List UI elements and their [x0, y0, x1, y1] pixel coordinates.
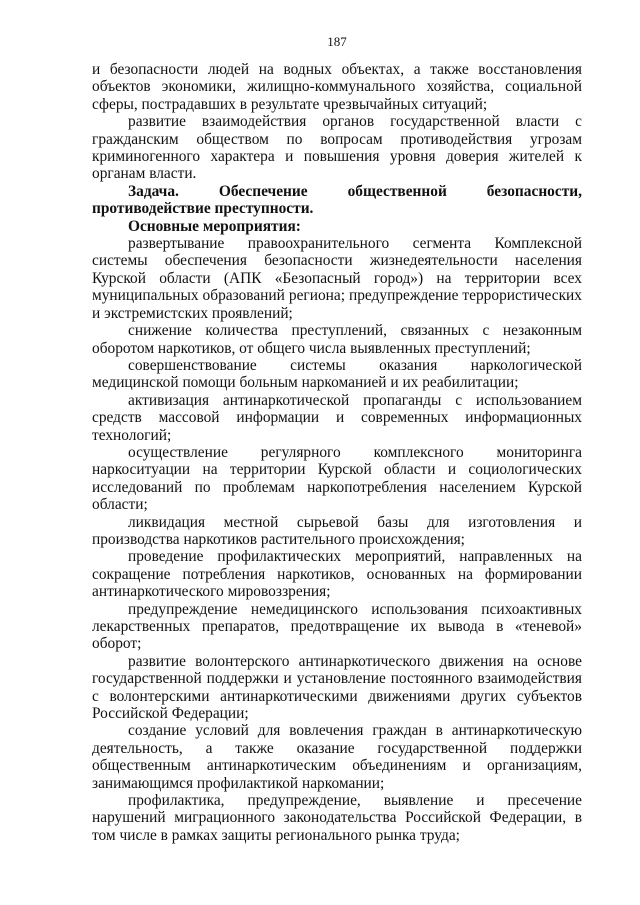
measure-item: снижение количества преступлений, связанных с незаконным оборотом наркотиков, от общего числа выявленных преступлений; [92, 322, 582, 357]
measure-item: создание условий для вовлечения граждан в антинаркотическую деятельность, а также оказание государственной поддержки общественным антинаркотическим объединениям и организациям, занимающимся профилактикой наркомании; [92, 722, 582, 792]
measure-item: совершенствование системы оказания наркологической медицинской помощи больным наркоманией и их реабилитации; [92, 356, 582, 392]
paragraph: развитие взаимодействия органов государственной власти с гражданским обществом по вопросам противодействия угрозам криминогенного характера и повышения уровня доверия жителей к органам власти. [92, 113, 582, 183]
measure-item: проведение профилактических мероприятий, направленных на сокращение потребления наркотиков, основанных на формировании антинаркотического мировоззрения; [92, 548, 582, 601]
page-number: 187 [327, 34, 347, 49]
measures-heading: Основные мероприятия: [128, 217, 301, 235]
measure-item: развитие волонтерского антинаркотического движения на основе государственной поддержки и установление постоянного взаимодействия с волонтерскими антинаркотическими движениями других субъектов Российской Федерации; [92, 652, 582, 723]
measure-item: активизация антинаркотической пропаганды с использованием средств массовой информации и современных информационных технологий; [92, 391, 582, 444]
document-page [92, 34, 582, 844]
measure-item: профилактика, предупреждение, выявление и пресечение нарушений миграционного законодательства Российской Федерации, в том числе в рамках защиты регионального рынка труда; [92, 792, 582, 844]
measure-item: предупреждение немедицинского использования психоактивных лекарственных препаратов, предотвращение их вывода в «теневой» оборот; [92, 600, 582, 653]
measure-item: развертывание правоохранительного сегмента Комплексной системы обеспечения безопасности жизнедеятельности населения Курской области (АПК «Безопасный город») на территории всех муниципальных образований региона; предупреждение террористических и экстремистских проявлений; [92, 235, 582, 322]
task-heading: Задача. Обеспечение общественной безопасности, противодействие преступности. [92, 182, 582, 218]
paragraph: и безопасности людей на водных объектах, а также восстановления объектов экономики, жилищно-коммунального хозяйства, социальной сферы, пострадавших в результате чрезвычайных ситуаций; [92, 61, 582, 113]
measure-item: ликвидация местной сырьевой базы для изготовления и производства наркотиков растительного происхождения; [92, 513, 582, 548]
measure-item: осуществление регулярного комплексного мониторинга наркоситуации на территории Курской области и социологических исследований по проблемам наркопотребления населением Курской области; [92, 443, 582, 514]
